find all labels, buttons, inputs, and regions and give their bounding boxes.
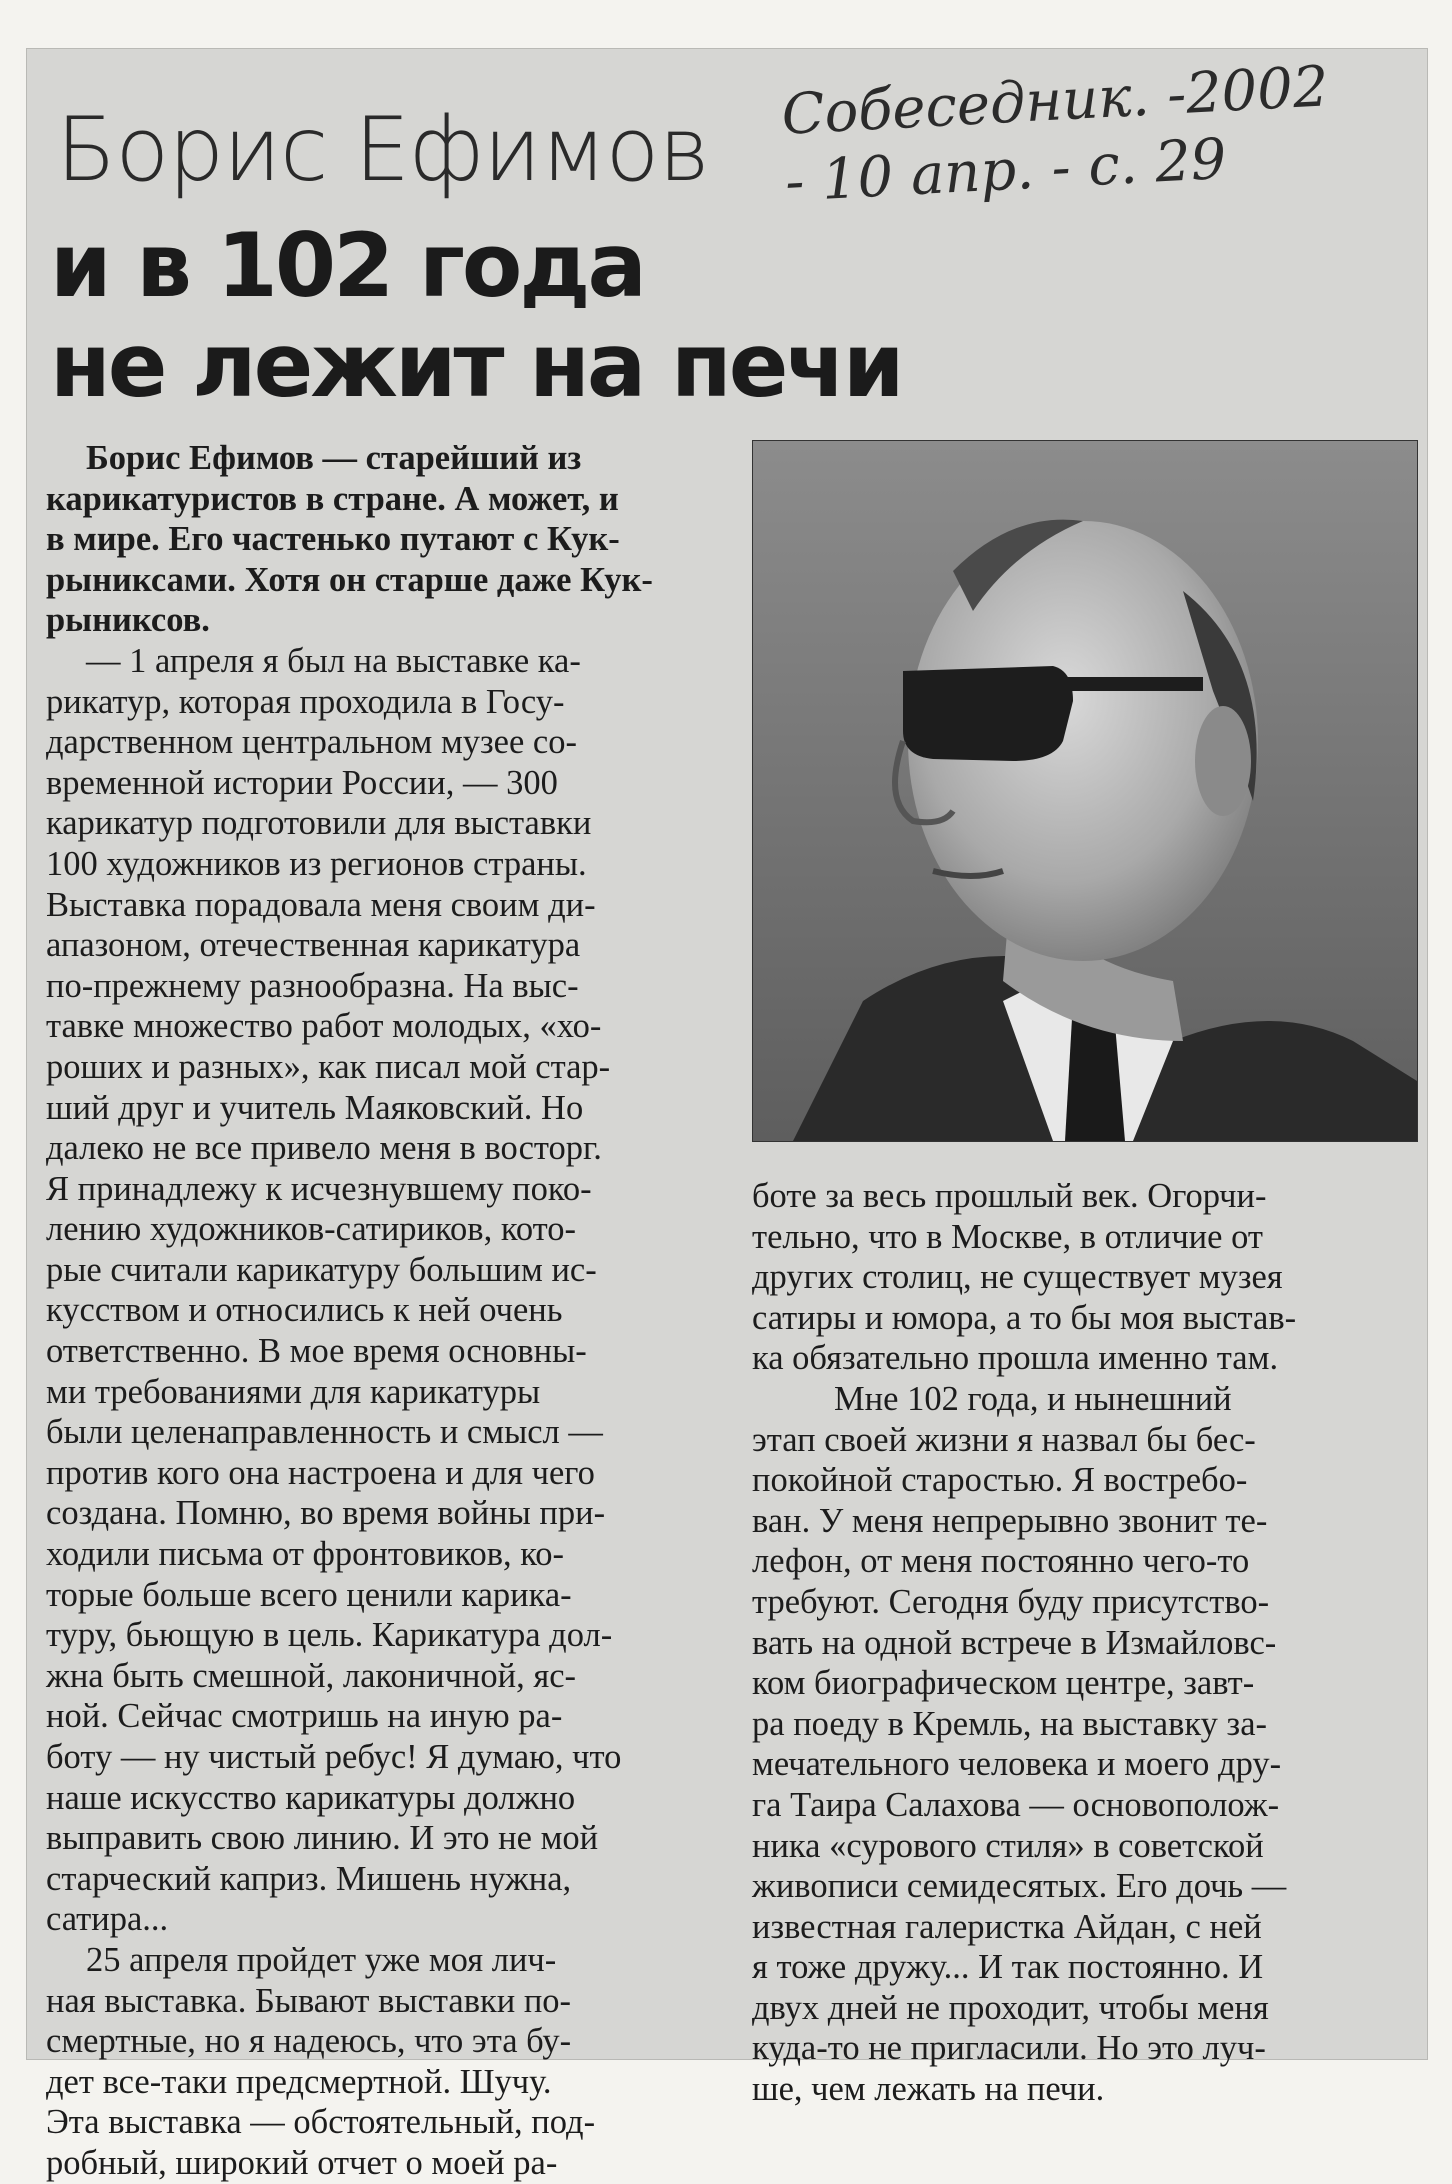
text-line: ная выставка. Бывают выставки по- (46, 1981, 572, 2020)
text-line: этап своей жизни я назвал бы бес- (752, 1420, 1256, 1459)
text-line: других столиц, не существует музея (752, 1258, 1283, 1297)
text-line: — 1 апреля я был на выставке ка- (86, 641, 581, 680)
text-line: робный, широкий отчет о моей ра- (46, 2143, 558, 2182)
left-column (46, 438, 730, 2184)
lead-line: рыниксами. Хотя он старше даже Кук- (46, 560, 653, 599)
lead-line: Борис Ефимов — старейший из (86, 439, 582, 477)
text-line: ком биографическом центре, завт- (752, 1664, 1255, 1703)
text-line: боту — ну чистый ребус! Я думаю, что (46, 1738, 622, 1776)
text-line: сатиры и юмора, а то бы моя выстав- (752, 1298, 1297, 1337)
text-line: боте за весь прошлый век. Огорчи- (752, 1177, 1267, 1215)
text-line: ка обязательно прошла именно там. (752, 1339, 1279, 1378)
text-line: старческий каприз. Мишень нужна, (46, 1859, 572, 1898)
text-line: дарственном центральном музее со- (46, 723, 577, 762)
text-line: сатира... (46, 1900, 169, 1939)
text-line: далеко не все привело меня в восторг. (46, 1129, 602, 1168)
text-line: ра поеду в Кремль, на выставку за- (752, 1704, 1267, 1743)
lead-line: рыниксов. (46, 601, 210, 640)
text-line: смертные, но я надеюсь, что эта бу- (46, 2022, 572, 2061)
text-line: ше, чем лежать на печи. (752, 2070, 1105, 2109)
lead-line: в мире. Его частенько путают с Кук- (46, 520, 620, 559)
text-line: наше искусство карикатуры должно (46, 1778, 576, 1817)
text-line: куда-то не пригласили. Но это луч- (752, 2029, 1266, 2068)
text-line: Я принадлежу к исчезнувшему поко- (46, 1169, 592, 1208)
text-line: апазоном, отечественная карикатура (46, 926, 581, 965)
text-line: ми требованиями для карикатуры (46, 1372, 541, 1411)
text-line: 100 художников из регионов страны. (46, 844, 587, 883)
portrait-illustration (753, 441, 1417, 1141)
text-line: Мне 102 года, и нынешний (834, 1379, 1232, 1418)
text-line: против кого она настроена и для чего (46, 1453, 595, 1492)
lead-line: карикатуристов в стране. А может, и (46, 479, 619, 518)
text-line: были целенаправленность и смысл — (46, 1413, 603, 1452)
text-line: ной. Сейчас смотришь на иную ра- (46, 1697, 563, 1736)
text-line: ван. У меня непрерывно звонит те- (752, 1501, 1268, 1540)
text-line: 25 апреля пройдет уже моя лич- (86, 1940, 557, 1979)
text-line: дет все-таки предсмертной. Шучу. (46, 2062, 552, 2101)
text-line: требуют. Сегодня буду присутство- (752, 1582, 1270, 1621)
text-line: ника «сурового стиля» в советской (752, 1826, 1264, 1865)
text-line: роших и разных», как писал мой стар- (46, 1047, 611, 1086)
right-column (752, 1176, 1416, 2110)
text-line: выправить свою линию. И это не мой (46, 1819, 599, 1858)
headline-line-1: и в 102 года (50, 214, 644, 317)
text-line: по-прежнему разнообразна. На выс- (46, 966, 579, 1005)
text-line: живописи семидесятых. Его дочь — (752, 1867, 1287, 1906)
text-line: мечательного человека и моего дру- (752, 1745, 1282, 1784)
text-line: тельно, что в Москве, в отличие от (752, 1217, 1263, 1256)
text-line: га Таира Салахова — основополож- (752, 1785, 1280, 1824)
text-line: жна быть смешной, лаконичной, яс- (46, 1656, 577, 1695)
text-line: рые считали карикатуру большим ис- (46, 1250, 597, 1289)
text-line: вать на одной встрече в Измайловс- (752, 1623, 1277, 1662)
text-line: ший друг и учитель Маяковский. Но (46, 1088, 584, 1127)
text-line: покойной старостью. Я востребо- (752, 1461, 1248, 1500)
text-line: лению художников-сатириков, кото- (46, 1210, 576, 1249)
headline-name: Борис Ефимов (56, 98, 709, 201)
text-line: Эта выставка — обстоятельный, под- (46, 2103, 596, 2142)
headline-line-2: не лежит на печи (50, 314, 902, 417)
text-line: рикатур, которая проходила в Госу- (46, 682, 565, 721)
text-line: временной истории России, — 300 (46, 763, 558, 802)
handwritten-note-line-2: - 10 апр. - с. 29 (783, 126, 1229, 216)
text-line: ответственно. В мое время основны- (46, 1332, 587, 1371)
text-line: тавке множество работ молодых, «хо- (46, 1007, 602, 1046)
text-line: двух дней не проходит, чтобы меня (752, 1988, 1269, 2027)
text-line: известная галеристка Айдан, с ней (752, 1907, 1262, 1946)
text-line: я тоже дружу... И так постоянно. И (752, 1948, 1264, 1987)
text-line: кусством и относились к ней очень (46, 1291, 563, 1330)
portrait-photo (752, 440, 1418, 1142)
handwritten-note-line-1: Собеседник. -2002 (780, 54, 1331, 148)
text-line: создана. Помню, во время войны при- (46, 1494, 606, 1533)
text-line: ходили письма от фронтовиков, ко- (46, 1535, 565, 1574)
text-line: лефон, от меня постоянно чего-то (752, 1542, 1250, 1581)
text-line: Выставка порадовала меня своим ди- (46, 885, 596, 924)
text-line: торые больше всего ценили карика- (46, 1575, 572, 1614)
text-line: карикатур подготовили для выставки (46, 804, 592, 843)
text-line: туру, бьющую в цель. Карикатура дол- (46, 1616, 613, 1655)
